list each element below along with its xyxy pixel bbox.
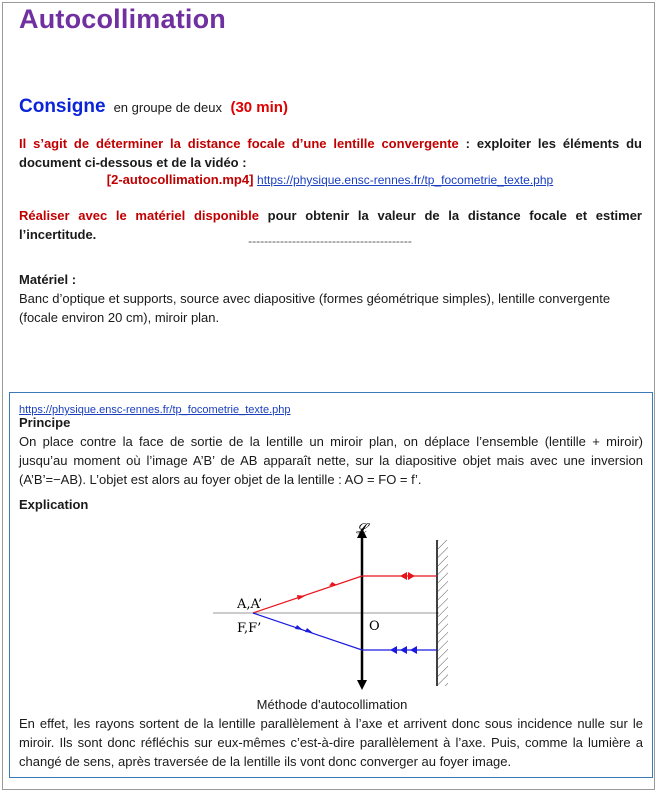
materiel-heading: Matériel : xyxy=(19,272,77,287)
video-filename[interactable]: [2-autocollimation.mp4] xyxy=(106,172,254,187)
page-title: Autocollimation xyxy=(19,4,226,34)
label-ff: F,F’ xyxy=(237,621,262,636)
consigne-time: (30 min) xyxy=(230,99,288,116)
principe-text: On place contre la face de sortie de la lentille un miroir plan, on déplace l’ensemble (lentille + miroir) jusqu’au moment où l’image A’B’ de AB apparaît nette, sur la diapositive objet mais avec une inversion (A’B’=−AB). L’objet est alors au foyer objet de la lentille : AO = FO = f’. xyxy=(19,434,643,487)
blue-ray xyxy=(253,613,437,650)
blue-arrow-1 xyxy=(295,625,303,630)
explication-heading: Explication xyxy=(19,497,89,512)
consigne-group: en groupe de deux xyxy=(113,100,222,115)
red-arrow-3 xyxy=(400,572,407,580)
task-highlight: Il s’agit de déterminer la distance focale d’une lentille convergente xyxy=(19,136,459,151)
red-ray xyxy=(253,576,437,613)
video-line xyxy=(0,172,660,187)
separator: ----------------------------------------- xyxy=(248,234,412,248)
task-url-link[interactable]: https://physique.ensc-rennes.fr/tp_focometrie_texte.php xyxy=(257,173,554,187)
materiel-section xyxy=(19,270,642,327)
label-o: O xyxy=(369,619,380,634)
realiser-highlight: Réaliser avec le matériel disponible xyxy=(19,208,259,223)
task-rest: : exploiter les éléments du document ci-dessous et de la vidéo : xyxy=(19,136,642,170)
blue-arrow-2 xyxy=(305,628,313,633)
autocollimation-diagram xyxy=(195,520,475,692)
blue-arrow-3 xyxy=(390,646,397,654)
task-paragraph xyxy=(19,134,642,172)
principe-heading: Principe xyxy=(19,415,71,430)
consigne-line xyxy=(19,96,288,118)
label-aa: A,A’ xyxy=(237,597,263,612)
consigne-label: Consigne xyxy=(19,96,106,117)
document-box xyxy=(9,392,653,778)
doc-url-link[interactable]: https://physique.ensc-rennes.fr/tp_focometrie_texte.php xyxy=(19,404,291,416)
figure-caption: Méthode d'autocollimation xyxy=(256,697,408,712)
lens-bottom-arrow xyxy=(357,680,367,690)
mirror-hatching xyxy=(438,540,448,686)
explication-text: En effet, les rayons sortent de la lentille parallèlement à l’axe et arrivent donc sous incidence nulle sur le miroir. Ils sont donc réfléchis sur eux-mêmes c’est-à-dire parallèlement à l’axe. Puis, comme la lumière a changé de sens, après traversée de la lentille ils vont donc converger au foyer image. xyxy=(19,716,643,769)
realiser-rest: pour obtenir la valeur de la distance focale et estimer l’incertitude. xyxy=(19,208,642,242)
materiel-text: Banc d’optique et supports, source avec diapositive (formes géométrique simples), lentille convergente (focale environ 20 cm), miroir plan. xyxy=(19,291,611,325)
red-arrow-4 xyxy=(408,572,415,580)
blue-arrow-4 xyxy=(400,646,407,654)
lens-label: 𝓛 xyxy=(356,521,367,537)
blue-arrow-5 xyxy=(410,646,417,654)
